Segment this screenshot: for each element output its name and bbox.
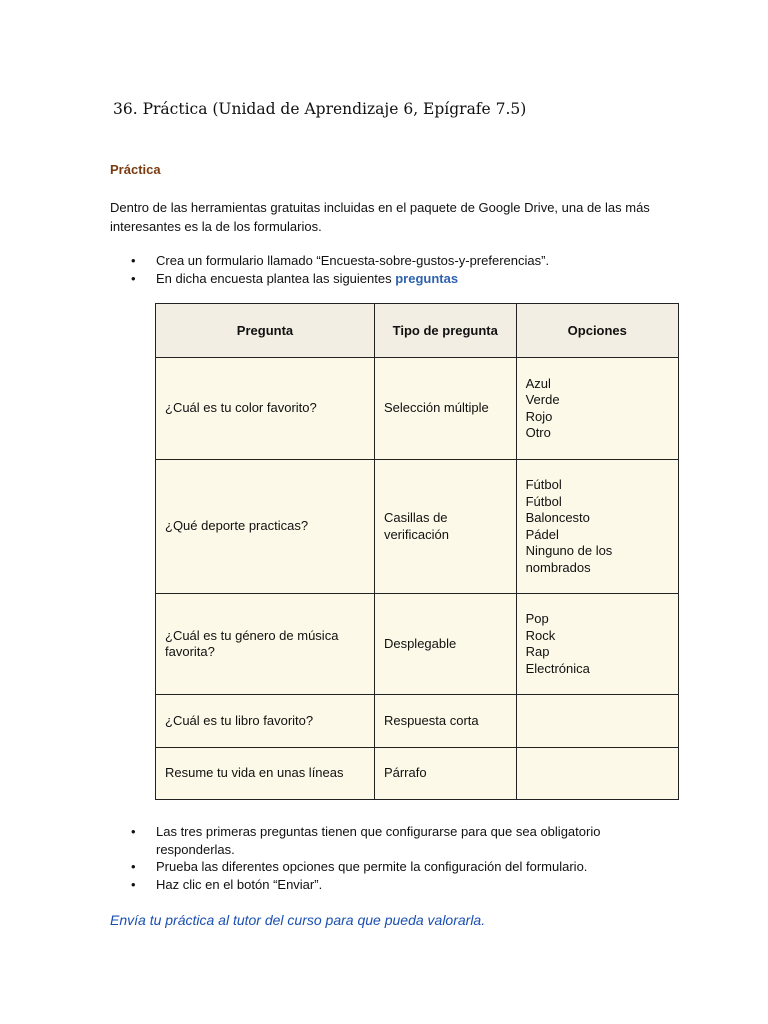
list-item: [110, 858, 630, 876]
option-item: Electrónica: [525, 660, 590, 676]
list-item: [110, 270, 630, 288]
option-item: Fútbol: [525, 477, 562, 492]
list-item: [110, 252, 630, 270]
closing-note: Envía tu práctica al tutor del curso para que pueda valorarla.: [110, 912, 486, 928]
option-item: Azul: [525, 375, 551, 391]
cell-pregunta: ¿Qué deporte practicas?: [156, 460, 375, 594]
table-row: [156, 748, 679, 800]
cell-pregunta: ¿Cuál es tu género de música favorita?: [156, 594, 375, 695]
list-item-text: Prueba las diferentes opciones que permite la configuración del formulario.: [156, 859, 588, 874]
header-opciones: Opciones: [516, 304, 678, 358]
questions-table: [155, 303, 679, 800]
option-item: Otro: [525, 425, 551, 440]
header-pregunta: Pregunta: [156, 304, 375, 358]
option-item: Baloncesto: [525, 510, 590, 525]
option-item: Verde: [525, 392, 560, 407]
cell-opciones: [516, 594, 678, 695]
option-item: Pádel: [525, 526, 559, 542]
document-title: 36. Práctica (Unidad de Aprendizaje 6, Epígrafe 7.5): [113, 100, 527, 118]
cell-pregunta: ¿Cuál es tu color favorito?: [156, 358, 375, 460]
table-row: [156, 358, 679, 460]
section-heading: Práctica: [110, 162, 161, 177]
header-tipo: Tipo de pregunta: [374, 304, 516, 358]
list-item: [110, 876, 630, 894]
table-header-row: [156, 304, 679, 358]
list-item-text: Crea un formulario llamado “Encuesta-sobre-gustos-y-preferencias”.: [156, 253, 550, 268]
highlighted-word: preguntas: [395, 270, 459, 286]
option-item: Pop: [525, 611, 549, 626]
cell-tipo: Respuesta corta: [374, 695, 516, 748]
list-item-text: Haz clic en el botón “Enviar”.: [156, 876, 323, 892]
final-instructions-list: [110, 823, 630, 893]
table-row: [156, 594, 679, 695]
cell-tipo: Selección múltiple: [374, 358, 516, 460]
cell-tipo: Desplegable: [374, 594, 516, 695]
option-item: Rock: [525, 627, 556, 643]
table-row: [156, 695, 679, 748]
cell-opciones: [516, 695, 678, 748]
cell-opciones: [516, 460, 678, 594]
option-item: Rap: [525, 644, 550, 659]
list-item-text: Las tres primeras preguntas tienen que configurarse para que sea obligatorio responderlas.: [156, 824, 601, 857]
option-item: Fútbol: [525, 493, 562, 509]
option-item: Ninguno de los nombrados: [525, 543, 613, 575]
cell-pregunta: Resume tu vida en unas líneas: [156, 748, 375, 800]
cell-tipo: Párrafo: [374, 748, 516, 800]
cell-tipo: Casillas de verificación: [374, 460, 516, 594]
intro-paragraph: Dentro de las herramientas gratuitas incluidas en el paquete de Google Drive, una de las más interesantes es la de los formularios.: [110, 200, 650, 234]
cell-opciones: [516, 748, 678, 800]
list-item: [110, 823, 630, 858]
list-item-text: En dicha encuesta plantea las siguientes: [156, 270, 396, 286]
option-item: Rojo: [525, 408, 553, 424]
table-row: [156, 460, 679, 594]
cell-pregunta: ¿Cuál es tu libro favorito?: [156, 695, 375, 748]
cell-opciones: [516, 358, 678, 460]
instructions-list: [110, 252, 630, 287]
